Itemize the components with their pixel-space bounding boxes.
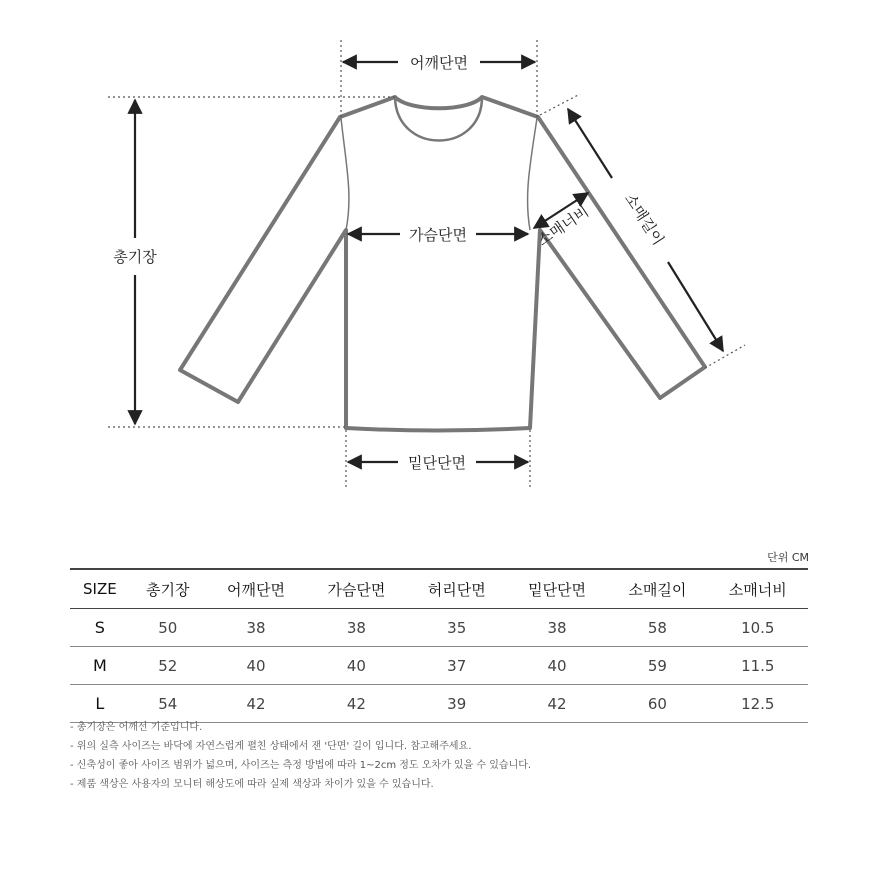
- size-table: [70, 568, 808, 723]
- table-cell: 54: [130, 685, 206, 723]
- table-cell: 42: [206, 685, 306, 723]
- size-cell: M: [70, 647, 130, 685]
- shirt-outline: [180, 97, 705, 431]
- table-cell: 58: [607, 609, 707, 647]
- header-total-length: 총기장: [130, 569, 206, 609]
- notes-list: [70, 718, 531, 794]
- table-row: [70, 685, 808, 723]
- table-cell: 60: [607, 685, 707, 723]
- table-cell: 38: [206, 609, 306, 647]
- header-size: SIZE: [70, 569, 130, 609]
- header-waist: 허리단면: [407, 569, 507, 609]
- table-cell: 12.5: [708, 685, 808, 723]
- size-cell: S: [70, 609, 130, 647]
- table-cell: 40: [306, 647, 406, 685]
- header-hem: 밑단단면: [507, 569, 607, 609]
- size-cell: L: [70, 685, 130, 723]
- table-cell: 11.5: [708, 647, 808, 685]
- hem-label: 밑단단면: [408, 454, 466, 472]
- table-cell: 39: [407, 685, 507, 723]
- header-chest: 가슴단면: [306, 569, 406, 609]
- note-item: - 총기장은 어깨선 기준입니다.: [70, 722, 203, 733]
- table-cell: 10.5: [708, 609, 808, 647]
- sleeve-width-label: 소매너비: [534, 202, 593, 250]
- table-cell: 38: [507, 609, 607, 647]
- table-cell: 52: [130, 647, 206, 685]
- table-cell: 35: [407, 609, 507, 647]
- note-item: - 신축성이 좋아 사이즈 범위가 넓으며, 사이즈는 측정 방법에 따라 1~2cm 정도 오차가 있을 수 있습니다.: [70, 760, 532, 771]
- chest-label: 가슴단면: [409, 226, 467, 244]
- table-row: [70, 647, 808, 685]
- table-cell: 59: [607, 647, 707, 685]
- table-cell: 40: [206, 647, 306, 685]
- header-sleeve-length: 소매길이: [607, 569, 707, 609]
- table-cell: 40: [507, 647, 607, 685]
- header-shoulder: 어깨단면: [206, 569, 306, 609]
- total-length-label: 총기장: [113, 248, 157, 266]
- shoulder-label: 어깨단면: [410, 54, 468, 72]
- table-cell: 37: [407, 647, 507, 685]
- table-cell: 38: [306, 609, 406, 647]
- table-cell: 42: [507, 685, 607, 723]
- sleeve-length-label: 소매길이: [620, 190, 668, 249]
- header-sleeve-width: 소매너비: [708, 569, 808, 609]
- note-item: - 제품 색상은 사용자의 모니터 해상도에 따라 실제 색상과 차이가 있을 수 있습니다.: [70, 779, 434, 790]
- table-row: [70, 609, 808, 647]
- table-header-row: [70, 569, 808, 609]
- note-item: - 위의 실측 사이즈는 바닥에 자연스럽게 펼친 상태에서 잰 '단면' 길이 입니다. 참고해주세요.: [70, 741, 472, 752]
- table-cell: 42: [306, 685, 406, 723]
- unit-label: 단위 CM: [767, 551, 809, 564]
- table-cell: 50: [130, 609, 206, 647]
